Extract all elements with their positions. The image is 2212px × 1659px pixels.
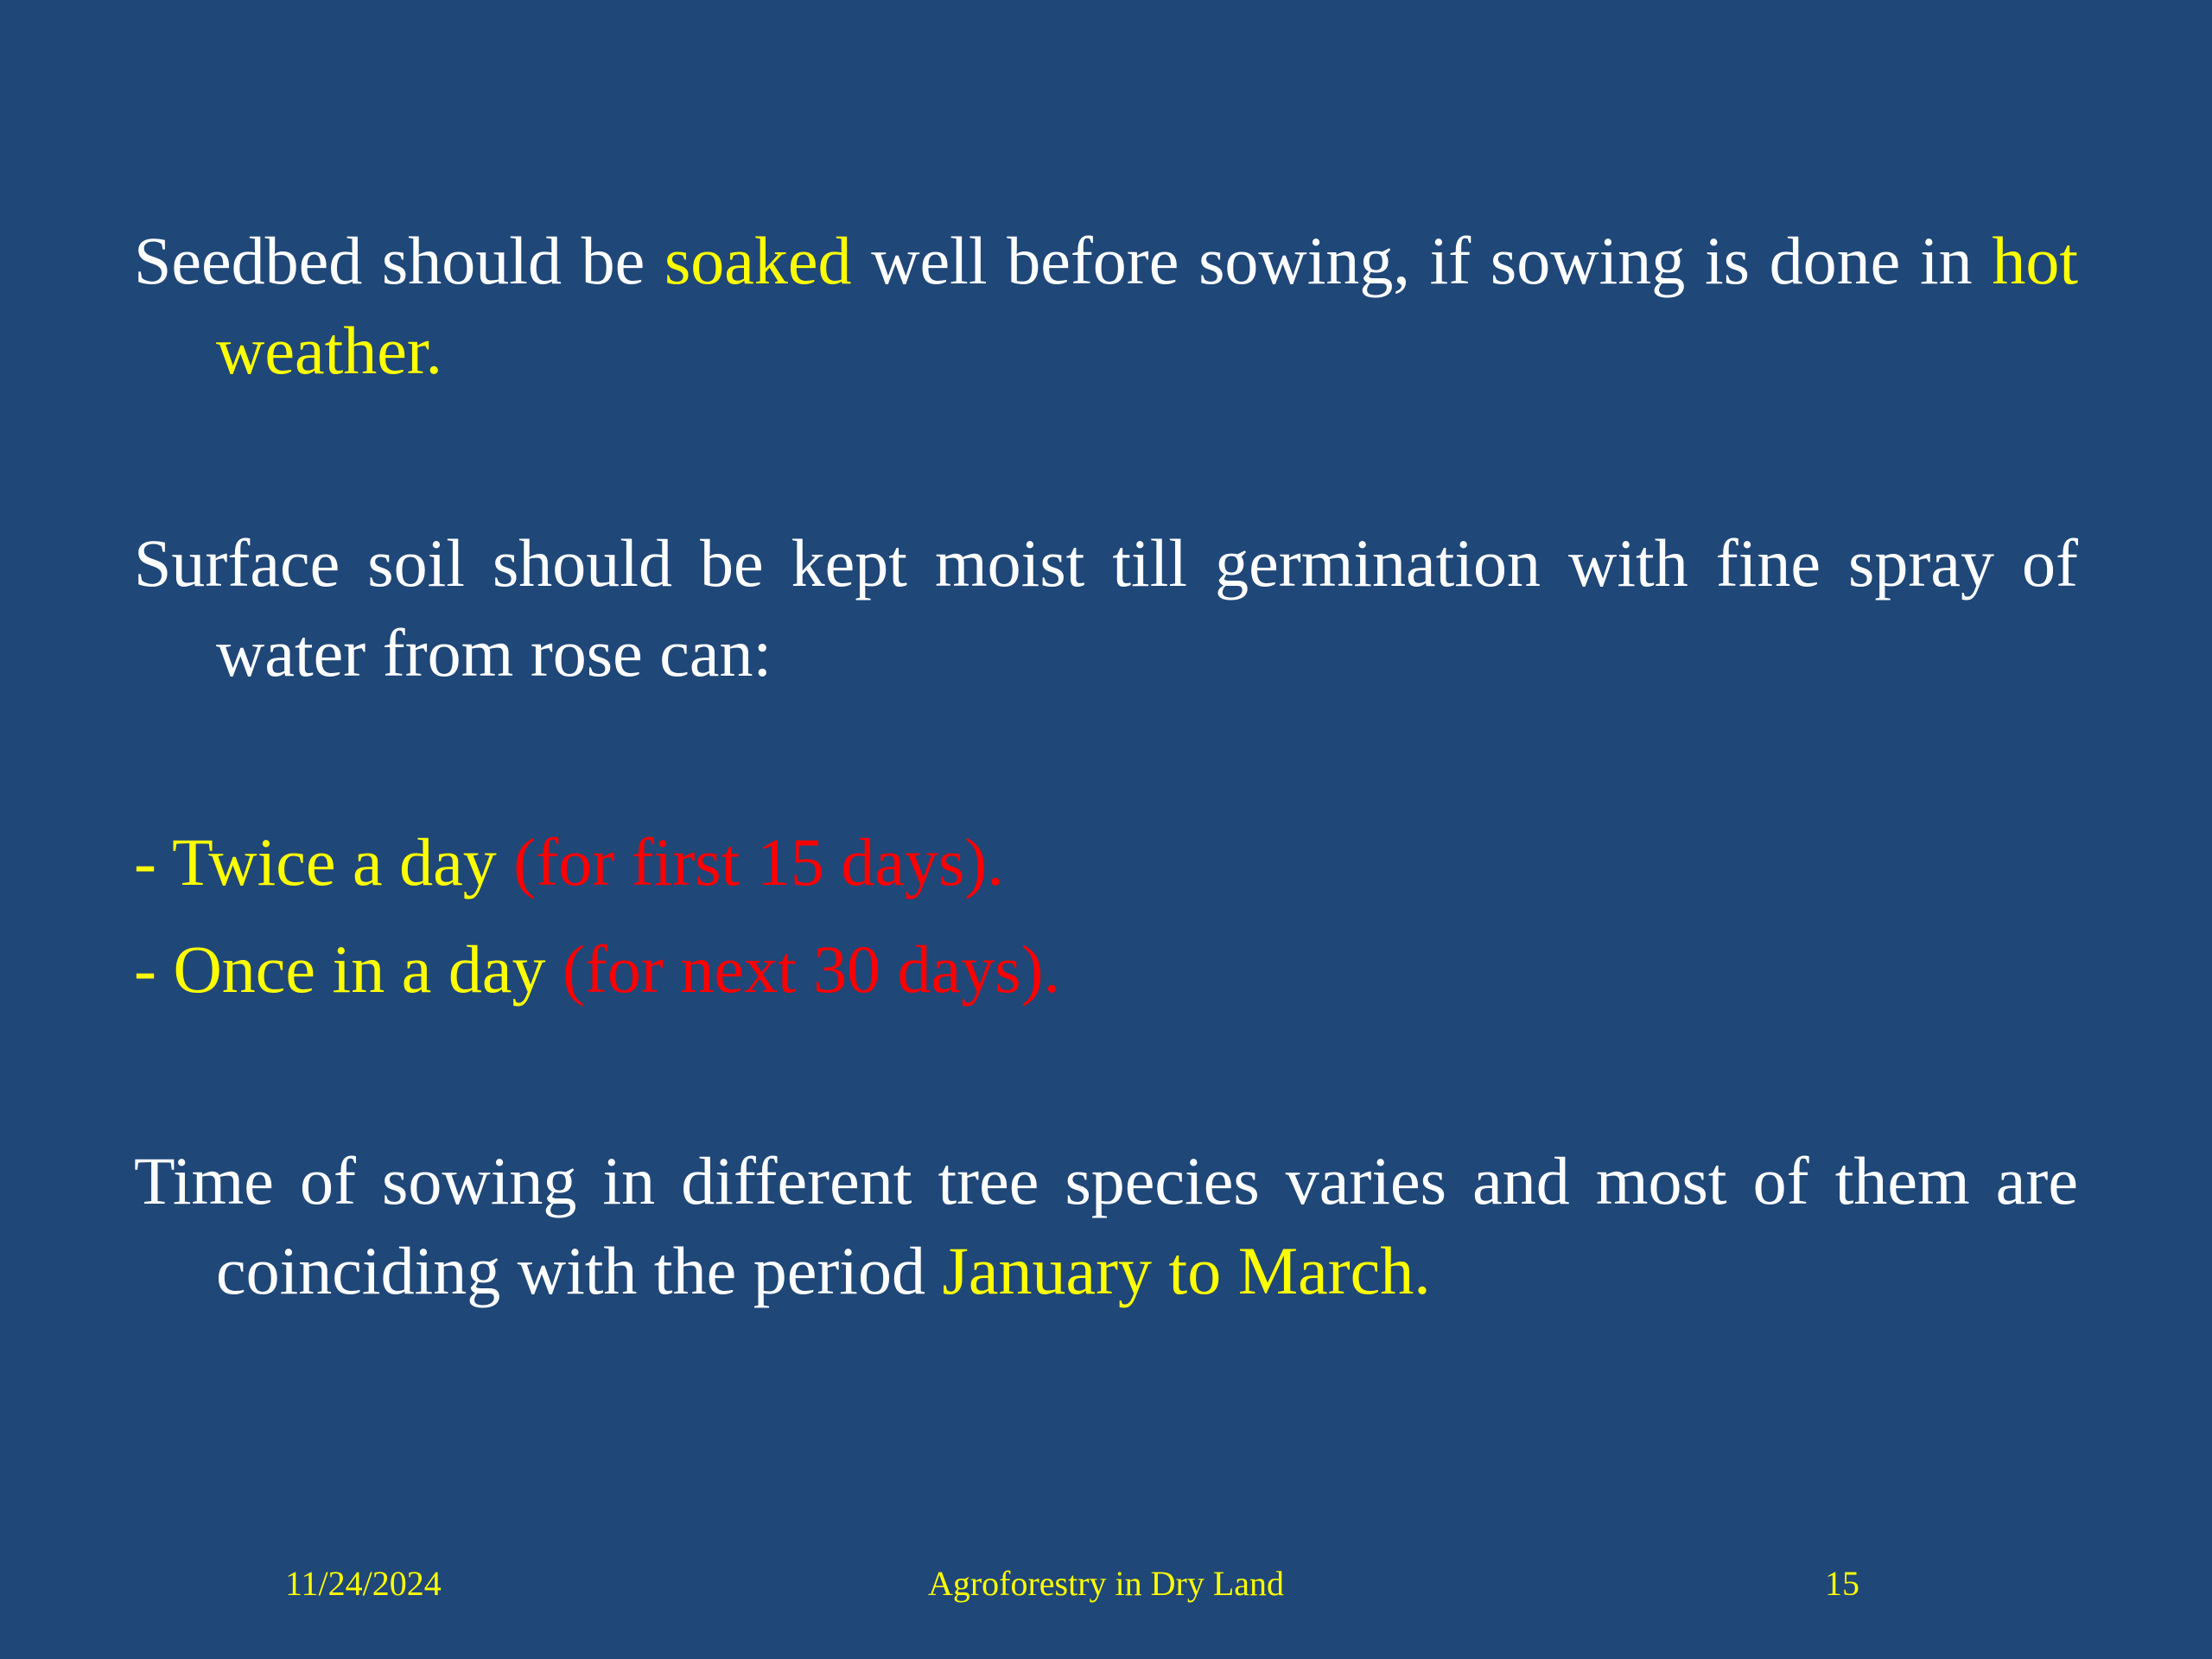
- paragraph-time-of-sowing: [134, 1136, 2078, 1316]
- bullet-once-a-day-detail: (for next 30 days).: [562, 931, 1061, 1007]
- footer-date: 11/24/2024: [285, 1564, 442, 1603]
- bullet-twice-a-day-label: - Twice a day: [134, 824, 514, 899]
- paragraph-time-of-sowing-text: Time of sowing in different tree species varies and most of them are coinciding with the period: [134, 1143, 2078, 1308]
- paragraph-seedbed: [134, 216, 2078, 396]
- bullet-twice-a-day: [134, 817, 1004, 907]
- highlight-hot-weather: hot weather.: [216, 223, 2078, 388]
- paragraph-seedbed-text-1: Seedbed should be: [134, 223, 664, 298]
- highlight-soaked: soaked: [664, 223, 852, 298]
- paragraph-surface-soil: [134, 518, 2078, 698]
- highlight-january-to-march: January to March.: [942, 1233, 1431, 1308]
- bullet-once-a-day-label: - Once in a day: [134, 931, 563, 1007]
- footer-title: Agroforestry in Dry Land: [927, 1564, 1285, 1603]
- bullet-twice-a-day-detail: (for first 15 days).: [513, 824, 1004, 899]
- bullet-once-a-day: [134, 925, 1060, 1014]
- paragraph-surface-soil-text: Surface soil should be kept moist till germination with fine spray of water from rose can:: [134, 525, 2078, 690]
- footer-page-number: 15: [1825, 1564, 1859, 1603]
- paragraph-seedbed-text-2: well before sowing, if sowing is done in: [851, 223, 1993, 298]
